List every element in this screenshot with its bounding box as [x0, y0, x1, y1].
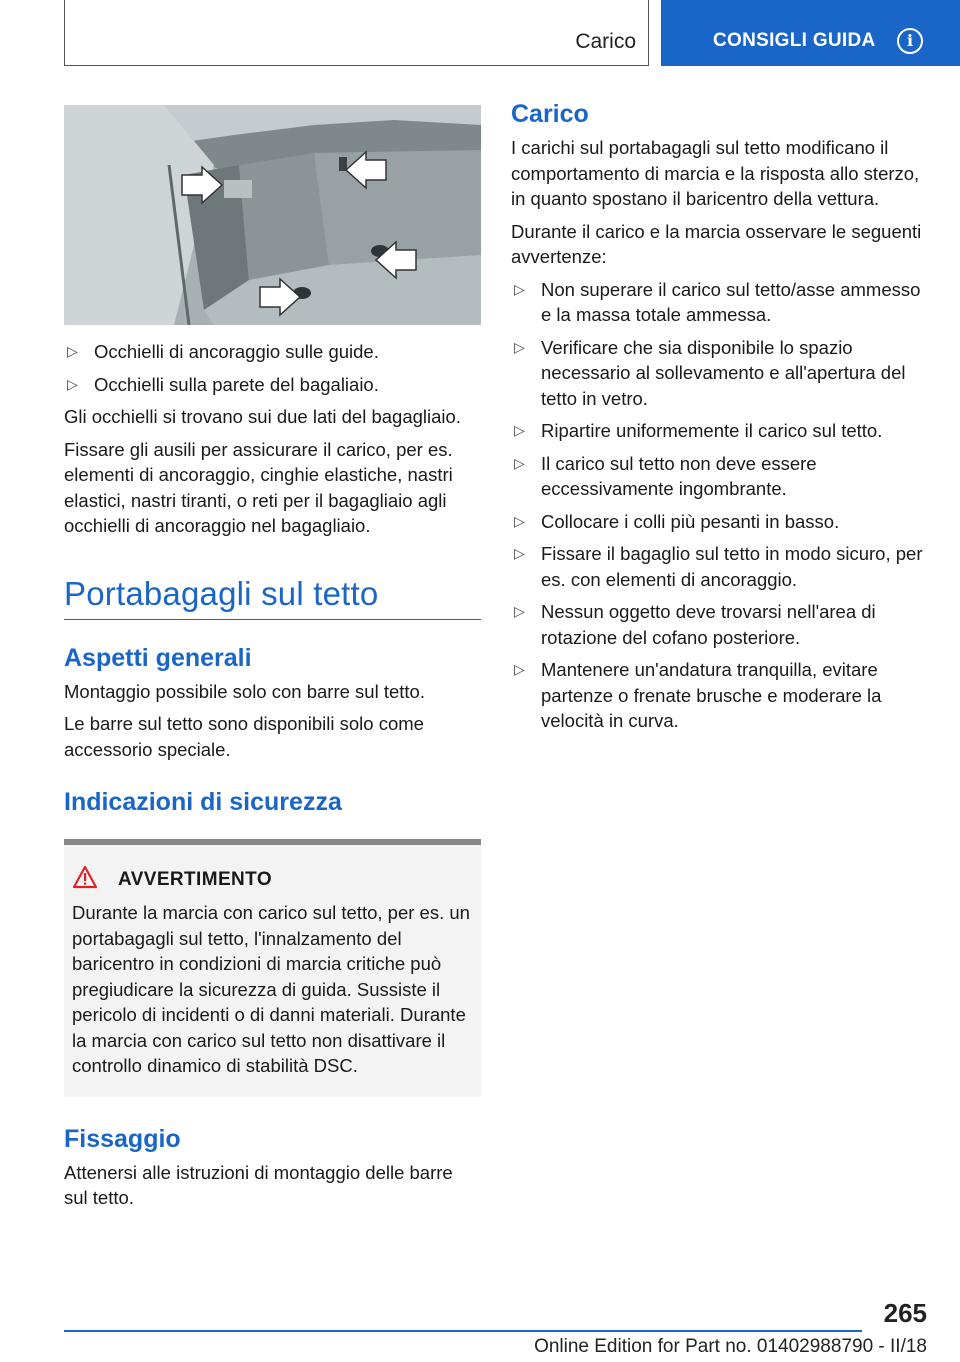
list-item: ▷ Verificare che sia disponibile lo spazio necessario al sollevamento e all'apertura del tetto in vetro. [514, 336, 906, 409]
section-heading-general: Aspetti generali [64, 643, 252, 672]
footer-divider [64, 1330, 862, 1332]
trunk-illustration [64, 105, 481, 325]
header-chapter-tab[interactable] [661, 0, 960, 66]
list-item: ▷ Occhielli di ancoraggio sulle guide. [64, 339, 481, 365]
list-item: ▷ Collocare i colli più pesanti in basso. [511, 509, 929, 535]
body-paragraph: Attenersi alle istruzioni di montaggio delle barre sul tetto. [64, 1161, 453, 1208]
list-item: ▷ Nessun oggetto deve trovarsi nell'area di rotazione del cofano posteriore. [514, 601, 876, 648]
list-item: ▷ Fissare il bagaglio sul tetto in modo sicuro, per es. con elementi di ancoraggio. [514, 543, 923, 590]
warning-box [64, 839, 481, 1097]
section-heading-safety: Indicazioni di sicurezza [64, 788, 342, 816]
list-item: ▷ Mantenere un'andatura tranquilla, evitare partenze o frenate brusche e moderare la velocità in curva. [514, 659, 882, 731]
header-chapter-title: CONSIGLI GUIDA [713, 30, 876, 51]
anchor-point-list [64, 339, 481, 397]
triangle-bullet-icon: ▷ [67, 375, 78, 392]
triangle-bullet-icon: ▷ [514, 338, 525, 355]
body-paragraph: Le barre sul tetto sono disponibili solo come accessorio speciale. [64, 713, 424, 760]
body-paragraph: Montaggio possibile solo con barre sul tetto. [64, 680, 425, 702]
warning-header [72, 865, 471, 894]
page-number: 265 [883, 1298, 927, 1328]
triangle-bullet-icon: ▷ [514, 422, 525, 438]
left-column [64, 105, 481, 1218]
triangle-bullet-icon: ▷ [514, 512, 525, 529]
header-section-box [64, 0, 649, 66]
chapter-heading: Portabagagli sul tetto [64, 575, 481, 620]
warning-triangle-icon [72, 865, 118, 894]
triangle-bullet-icon: ▷ [514, 603, 525, 619]
section-heading-fixing: Fissaggio [64, 1124, 181, 1153]
triangle-bullet-icon: ▷ [514, 545, 525, 561]
list-item: ▷ Il carico sul tetto non deve essere eccessivamente ingombrante. [514, 452, 817, 499]
body-paragraph: Gli occhielli si trovano sui due lati del bagagliaio. [64, 406, 461, 427]
body-paragraph: Durante il carico e la marcia osservare le seguenti avvertenze: [511, 220, 922, 267]
right-column [511, 100, 929, 741]
list-item: ▷ Ripartire uniformemente il carico sul tetto. [511, 418, 929, 444]
load-advice-list [511, 277, 929, 734]
body-paragraph: Fissare gli ausili per assicurare il carico, per es. elementi di ancoraggio, cinghie elastiche, nastri elastici, nastri tiranti, o reti per il bagagliaio agli occhielli di ancoraggio nel bagagliaio. [64, 438, 453, 536]
trunk-photo [64, 105, 481, 325]
triangle-bullet-icon: ▷ [514, 280, 525, 297]
list-item: ▷ Occhielli sulla parete del bagaliaio. [64, 372, 481, 398]
footer-edition: Online Edition for Part no. 01402988790 - II/18 [534, 1336, 927, 1357]
triangle-bullet-icon: ▷ [67, 343, 78, 359]
triangle-bullet-icon: ▷ [514, 661, 525, 677]
info-icon[interactable]: i [897, 28, 923, 54]
list-item: ▷ Non superare il carico sul tetto/asse ammesso e la massa totale ammessa. [514, 278, 921, 325]
warning-text: Durante la marcia con carico sul tetto, per es. un portabagagli sul tetto, l'innalzamento del baricentro in condizioni di marcia critiche può pregiudicare la sicurezza di guida. Sussiste il pericolo di incidenti o di danni materiali. Durante la marcia con carico sul tetto non disattivare il controllo dinamico di stabilità DSC. [72, 902, 470, 1076]
header-section-title: Carico [575, 30, 636, 53]
triangle-bullet-icon: ▷ [514, 454, 525, 471]
body-paragraph: I carichi sul portabagagli sul tetto modificano il comportamento di marcia e la risposta allo sterzo, in quanto spostano il baricentro della vettura. [511, 137, 920, 209]
warning-title: AVVERTIMENTO [118, 868, 272, 890]
section-heading-load: Carico [511, 100, 589, 128]
